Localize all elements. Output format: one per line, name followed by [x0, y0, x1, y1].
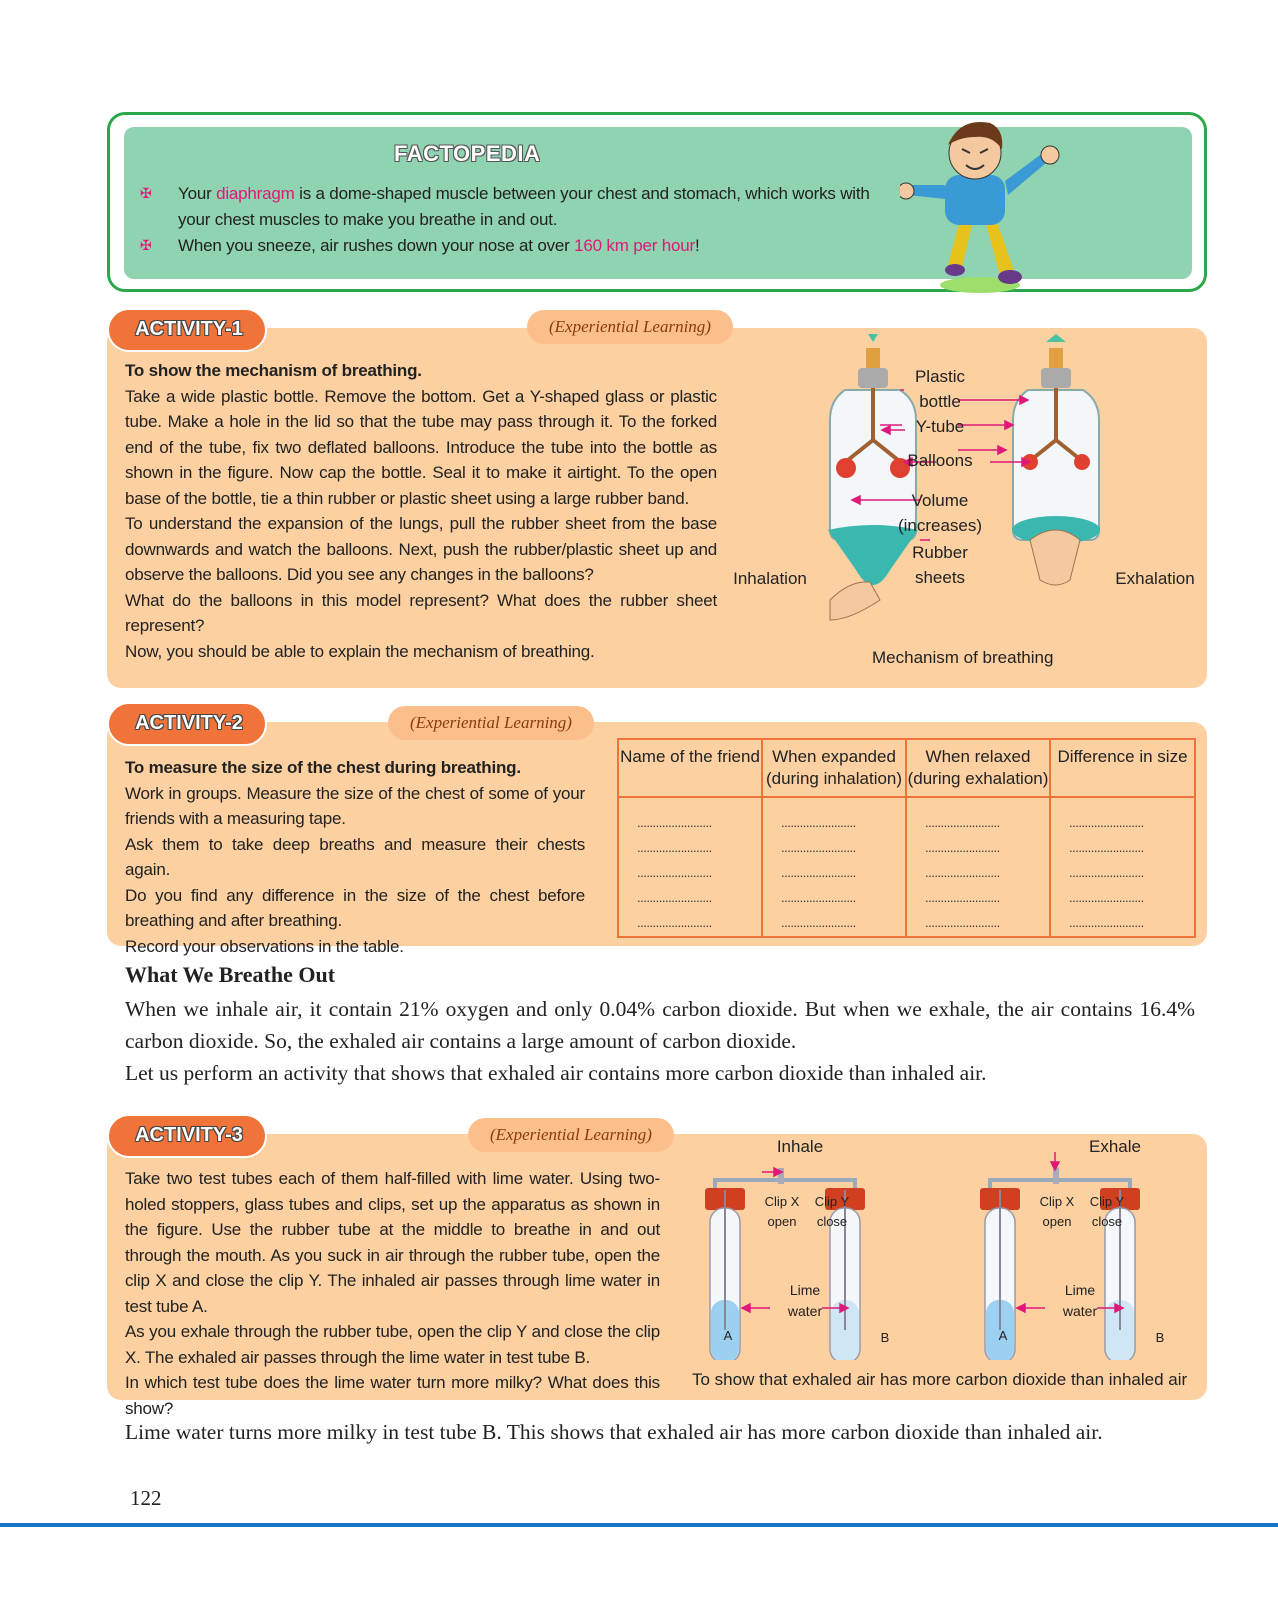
- plastic-label: Plastic bottle: [914, 367, 966, 411]
- section-heading: What We Breathe Out: [125, 962, 336, 987]
- inhalation-label: Inhalation: [733, 569, 807, 588]
- cross-bullet-icon: ✠: [140, 237, 152, 253]
- activity-2-heading: To measure the size of the chest during breathing.: [125, 758, 521, 777]
- clip-x-label: Clip X open: [764, 1194, 800, 1229]
- activity-1-badge: ACTIVITY-1: [107, 308, 267, 352]
- experiential-learning-tag: (Experiential Learning): [388, 706, 594, 740]
- page-number: 122: [130, 1486, 162, 1510]
- footer-rule: [0, 1523, 1278, 1527]
- fact-item: ✠ Your diaphragm is a dome-shaped muscle between your chest and stomach, which works with your chest muscles to make you breathe in and out.: [178, 181, 898, 232]
- figure-caption: To show that exhaled air has more carbon dioxide than inhaled air: [692, 1370, 1188, 1389]
- experiential-learning-tag: (Experiential Learning): [527, 310, 733, 344]
- activity-1-heading: To show the mechanism of breathing.: [125, 361, 422, 380]
- tube-b-label: B: [1155, 1330, 1165, 1345]
- paragraph: When we inhale air, it contain 21% oxygen and only 0.04% carbon dioxide. But when we exhale, the air contains 16.4% carbon dioxide. So, the exhaled air contains a large amount of carbon dioxide.: [125, 997, 1195, 1053]
- clip-y-label: Clip Y close: [1089, 1194, 1125, 1229]
- experiential-learning-tag: (Experiential Learning): [468, 1118, 674, 1152]
- clip-x-label: Clip X open: [1039, 1194, 1075, 1229]
- balloons-label: Balloons: [907, 451, 973, 470]
- inhale-label: Inhale: [776, 1137, 824, 1156]
- lime-water-label: Lime water: [787, 1282, 823, 1319]
- activity-2-text: To measure the size of the chest during breathing. Work in groups. Measure the size of the chest of some of your friends with a measuring tape. Ask them to take deep breaths and measure their chests again. Do you find any difference in the size of the chest before breathing and after breathing. Record your observations in the table.: [125, 755, 585, 959]
- factopedia-title: FACTOPEDIA: [394, 141, 541, 166]
- exhalation-label: Exhalation: [1115, 569, 1195, 588]
- paragraph: Let us perform an activity that shows that exhaled air contains more carbon dioxide than inhaled air.: [125, 1061, 987, 1085]
- rubber-sheets-label: Rubber sheets: [912, 543, 968, 587]
- tube-b-label: B: [880, 1330, 890, 1345]
- table-column: Difference in size ........................ ........................ ........................ ........................ ........................: [1057, 747, 1188, 930]
- table-column: When expanded (during inhalation) ........................ ........................ ........................ ........................ ........................: [763, 740, 907, 936]
- tube-a-label: A: [723, 1328, 733, 1343]
- lime-water-label: Lime water: [1062, 1282, 1098, 1319]
- lime-water-apparatus-figure: [690, 1150, 1190, 1360]
- activity-2-badge: ACTIVITY-2: [107, 702, 267, 746]
- cross-bullet-icon: ✠: [140, 185, 152, 201]
- factopedia-box: [107, 112, 1207, 292]
- figure-caption: Mechanism of breathing: [872, 648, 1054, 667]
- tube-a-label: A: [998, 1328, 1008, 1343]
- fact-item: ✠ When you sneeze, air rushes down your nose at over 160 km per hour!: [178, 233, 898, 259]
- table-column: Name of the friend ........................ ........................ ........................ ........................ ........................: [619, 740, 763, 936]
- volume-label: Volume (increases): [897, 491, 983, 535]
- exhale-label: Exhale: [1089, 1137, 1141, 1156]
- y-tube-label: Y-tube: [915, 417, 965, 436]
- activity-3-badge: ACTIVITY-3: [107, 1114, 267, 1158]
- clip-y-label: Clip Y close: [814, 1194, 850, 1229]
- observation-table: [617, 738, 1196, 938]
- conclusion-paragraph: Lime water turns more milky in test tube B. This shows that exhaled air has more carbon dioxide than inhaled air.: [125, 1420, 1103, 1444]
- table-column: When relaxed (during exhalation) ........................ ........................ ........................ ........................ ........................: [907, 740, 1051, 936]
- activity-1-text: To show the mechanism of breathing. Take a wide plastic bottle. Remove the bottom. Get a Y-shaped glass or plastic tube. Make a hole in the lid so that the tube may pass through it. To the forked end of the tube, fix two deflated balloons. Introduce the tube into the bottle as shown in the figure. Now cap the bottle. Seal it to make it airtight. To the open base of the bottle, tie a thin rubber or plastic sheet using a large rubber band. To understand the expansion of the lungs, pull the rubber sheet from the base downwards and watch the balloons. Next, push the rubber/plastic sheet up and observe the balloons. Did you see any changes in the balloons? What do the balloons in this model represent? What does the rubber sheet represent? Now, you should be able to explain the mechanism of breathing.: [125, 358, 717, 664]
- activity-3-text: Take two test tubes each of them half-filled with lime water. Using two-holed stoppers, glass tubes and clips, set up the apparatus as shown in the figure. Use the rubber tube at the middle to breathe in and out through the mouth. As you suck in air through the rubber tube, open the clip X and close the clip Y. The inhaled air passes through lime water in test tube A. As you exhale through the rubber tube, open the clip Y and close the clip X. The exhaled air passes through the lime water in test tube B. In which test tube does the lime water turn more milky? What does this show?: [125, 1169, 660, 1418]
- sneezing-boy-illustration: [900, 115, 1060, 305]
